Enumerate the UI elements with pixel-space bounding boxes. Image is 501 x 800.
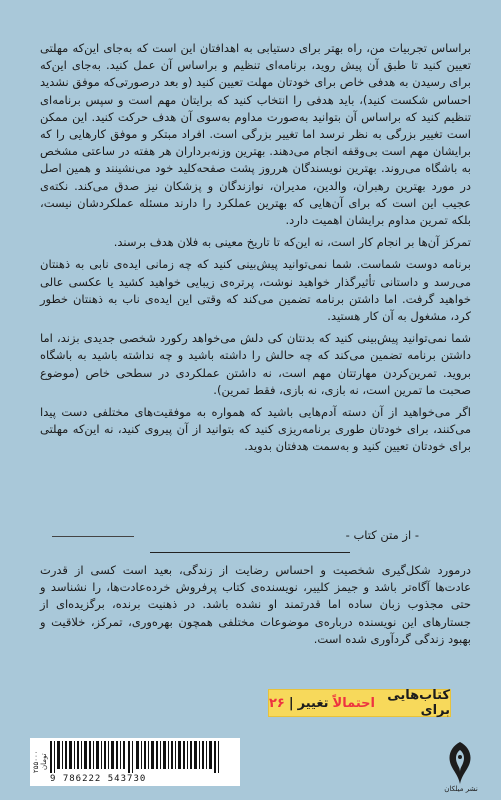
series-number: ۲۶: [269, 695, 285, 711]
publisher-name: نشر میلکان: [444, 785, 478, 793]
series-suffix: تغییر: [297, 695, 329, 711]
about-book-text: درمورد شکل‌گیری شخصیت و احساس رضایت از زندگی، بعید است کسی از قدرت عادت‌ها آگاه‌تر باشد و جیمز کلییر، نویسنده‌ی کتاب پرفروش خرده‌عادت‌ها، را نشناسد و حتی مجذوب زبان ساده اما قدرتمند او نشده باشد. در ذهنیت برنده، برگزیده‌ای از جستارهای این نویسنده درباره‌ی موضوعات مختلفی همچون بهره‌وری، تمرکز، خلاقیت و بهبود زندگی گردآوری شده است.: [40, 563, 471, 646]
back-cover-excerpt: [40, 40, 471, 461]
publisher-bird-icon: [442, 740, 478, 786]
excerpt-paragraph-1: براساس تجربیات من، راه بهتر برای دستیابی به اهدافتان این است که به‌جای این‌که مهلتی تعیین کنید تا طبق آن پیش روید، برنامه‌ای تنظیم و براساس آن عمل کنید. به‌جای این‌که برای رسیدن به هدفی خاص برای خودتان مهلت تعیین کنید (و بعد درصورتی‌که موفق نشدید احساس شکست کنید)، باید هدفی را انتخاب کنید که برایتان مهم است و سپس برنامه‌ای تنظیم کنید که براساس آن بتوانید به‌صورت مداوم به‌سوی آن هدف حرکت کنید. این ممکن است تغییر بزرگی به نظر نرسد اما تغییر بزرگی است. افراد مبتکر و موفق کارهایی را که برایشان مهم است بی‌وقفه انجام می‌دهند. بهترین وزنه‌برداران هر هفته در ساعتی مشخص به باشگاه می‌روند. بهترین نویسندگان هرروز پشت صفحه‌کلید خود می‌نشینند و همین اصل در مورد بهترین رهبران، والدین، مدیران، نوازندگان و پزشکان نیز صدق می‌کند. نکته‌ی عجیب این است که برای آن‌هایی که بهترین عملکرد را دارند مسئله عملکردشان نیست، بلکه تمرین مداوم برایشان اهمیت دارد.: [40, 41, 471, 228]
excerpt-paragraph-4: شما نمی‌توانید پیش‌بینی کنید که بدنتان کی دلش می‌خواهد رکورد شخصی جدیدی بزند، اما داشتن برنامه تضمین می‌کند که چه حالش را داشته باشید و چه نداشته باشید به باشگاه بروید. تمرین‌کردن مهارتتان مهم است، نه داشتن عملکردی در سطحی خاص (موضوع صحبت ما تمرین است، نه بازی، نه بازی، فقط تمرین).: [40, 331, 471, 397]
excerpt-paragraph-2: تمرکز آن‌ها بر انجام کار است، نه این‌که تا تاریخ معینی به فلان هدف برسند.: [113, 235, 471, 250]
excerpt-source: - از متن کتاب -: [345, 528, 419, 542]
series-separator: |: [288, 695, 294, 711]
series-prefix: کتاب‌هایی برای: [387, 688, 450, 718]
barcode: [30, 738, 240, 786]
section-divider: [150, 552, 350, 553]
excerpt-paragraph-3: برنامه دوست شماست. شما نمی‌توانید پیش‌بینی کنید که چه زمانی ایده‌ی نابی به ذهنتان می‌رسد و داستانی تأثیرگذار خواهید نوشت، پرتره‌ی زیبایی خواهید کشید یا عکسی عالی خواهید گرفت. اما داشتن برنامه تضمین می‌کند که وقتی این ایده‌ی ناب به ذهنتان خطور کرد، مشغول به آن کار هستید.: [40, 257, 471, 324]
barcode-bars: [48, 741, 236, 773]
price-label: ۲۵۵۰۰۰ تومان: [32, 750, 48, 774]
series-badge: [268, 689, 451, 717]
barcode-number: 9 786222 543730: [50, 774, 147, 784]
series-accent: احتمالاً: [332, 695, 375, 711]
excerpt-paragraph-5: اگر می‌خواهید از آن دسته آدم‌هایی باشید که همواره به موفقیت‌های مختلفی دست پیدا می‌کنند، برای خودتان طوری برنامه‌ریزی کنید که بتوانید از آن پیروی کنید، نه این‌که مهلتی برای خودتان تعیین کنید و به‌سمت هدفتان بدوید.: [40, 405, 471, 454]
source-rule: [52, 536, 134, 537]
